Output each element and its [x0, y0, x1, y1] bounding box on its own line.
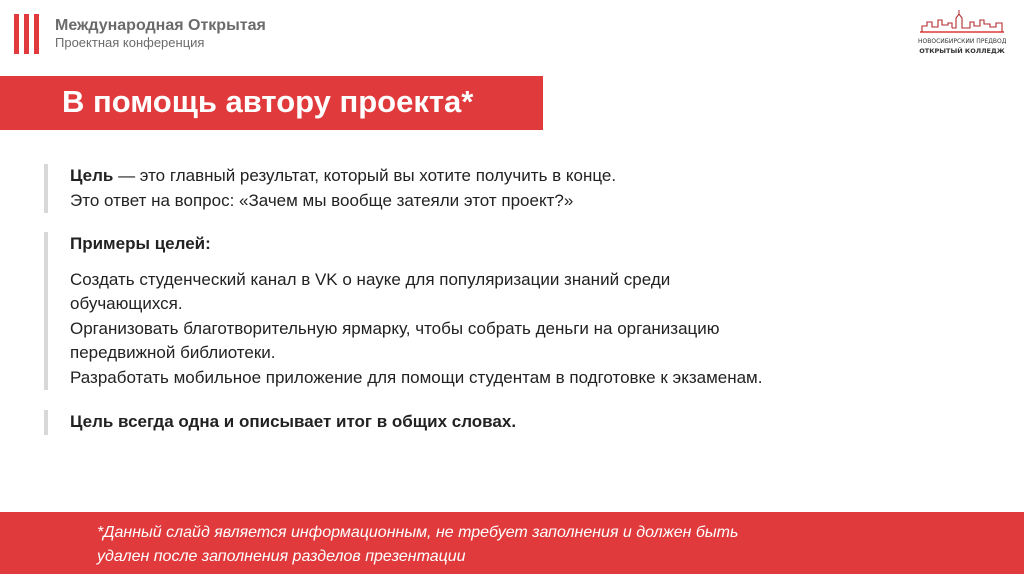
conference-logo — [14, 14, 266, 54]
title-band — [0, 76, 543, 130]
example-line: Создать студенческий канал в VK о науке для популяризации знаний среди — [70, 269, 671, 289]
footer-note-line2: удален после заполнения разделов презентации — [97, 548, 466, 565]
skyline-icon — [918, 8, 1006, 38]
examples-heading: Примеры целей: — [70, 234, 211, 253]
logo-bars-icon — [14, 14, 39, 54]
example-line: передвижной библиотеки. — [70, 343, 276, 362]
college-name-line1: НОВОСИБИРСКИЙ ПРЕДВОД — [918, 38, 1006, 45]
example-line: обучающихся. — [70, 294, 183, 313]
footer-note-band — [0, 512, 1024, 574]
example-line: Разработать мобильное приложение для помощи студентам в подготовке к экзаменам. — [70, 367, 763, 387]
slide-title: В помощь автору проекта* — [62, 84, 474, 119]
college-logo — [918, 8, 1006, 58]
summary-text: Цель всегда одна и описывает итог в общих словах. — [70, 412, 517, 431]
goal-definition-block — [44, 164, 616, 213]
goal-question: Это ответ на вопрос: «Зачем мы вообще затеяли этот проект?» — [70, 190, 574, 210]
logo-title: Международная Открытая — [55, 17, 266, 35]
footer-note-line1: *Данный слайд является информационным, не требует заполнения и должен быть — [97, 524, 739, 541]
examples-block — [44, 232, 762, 390]
goal-term: Цель — [70, 166, 114, 185]
college-name-line2: ОТКРЫТЫЙ КОЛЛЕДЖ — [919, 47, 1005, 55]
summary-block — [44, 410, 516, 435]
goal-definition: — это главный результат, который вы хотите получить в конце. — [113, 166, 617, 185]
example-line: Организовать благотворительную ярмарку, чтобы собрать деньги на организацию — [70, 318, 720, 338]
logo-subtitle: Проектная конференция — [55, 34, 205, 50]
